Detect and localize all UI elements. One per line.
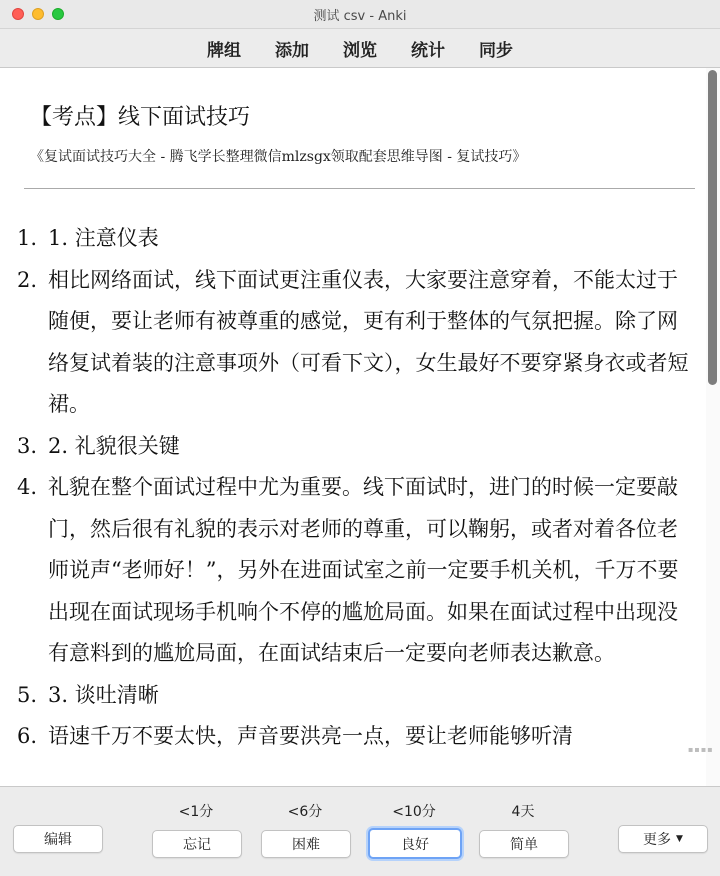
divider bbox=[24, 188, 695, 189]
easy-button[interactable] bbox=[479, 830, 569, 858]
list-item-text: 1. 注意仪表 bbox=[48, 226, 159, 250]
edit-button[interactable] bbox=[13, 825, 103, 853]
good-button[interactable] bbox=[368, 828, 462, 859]
sync-button[interactable]: 同步 bbox=[479, 40, 513, 61]
edit-button-label: 编辑 bbox=[44, 832, 72, 848]
zoom-window-button[interactable] bbox=[52, 8, 64, 20]
title-bar bbox=[0, 0, 720, 29]
chevron-down-icon: ▼ bbox=[676, 834, 683, 844]
again-button[interactable] bbox=[152, 830, 242, 858]
answer-bar bbox=[0, 786, 720, 876]
add-button[interactable]: 添加 bbox=[275, 40, 309, 61]
list-item bbox=[17, 260, 690, 426]
list-item-text: 2. 礼貌很关键 bbox=[48, 433, 180, 458]
good-button-label: 良好 bbox=[401, 836, 429, 853]
interval-easy: 4天 bbox=[511, 804, 535, 820]
list-item-text: 3. 谈吐清晰 bbox=[48, 682, 159, 707]
list-item-text: 相比网络面试，线下面试更注重仪表，大家要注意穿着，不能太过于随便，要让老师有被尊重的感觉，更有利于整体的气氛把握。除了网络复试着装的注意事项外（可看下文），女生最好不要穿紧身衣或者短裙。 bbox=[48, 267, 689, 416]
list-item-number: 2. bbox=[17, 267, 38, 292]
list-item-text: 语速千万不要太快，声音要洪亮一点，要让老师能够听清 bbox=[48, 724, 573, 748]
answer-list bbox=[0, 218, 690, 758]
main-toolbar bbox=[0, 29, 720, 68]
list-item-text: 礼貌在整个面试过程中尤为重要。线下面试时，进门的时候一定要敲门，然后很有礼貌的表示对老师的尊重，可以鞠躬，或者对着各位老师说声“老师好！”，另外在进面试室之前一定要手机关机，千万不要出现在面试现场手机响个不停的尴尬局面。如果在面试过程中出现没有意料到的尴尬局面，在面试结束后一定要向老师表达歉意。 bbox=[48, 475, 679, 665]
browse-button[interactable]: 浏览 bbox=[343, 40, 377, 61]
minimize-window-button[interactable] bbox=[32, 8, 44, 20]
more-button-label: 更多 bbox=[643, 832, 672, 848]
list-item-number: 4. bbox=[17, 475, 38, 499]
easy-button-label: 简单 bbox=[510, 837, 538, 853]
hard-button[interactable] bbox=[261, 830, 351, 858]
list-item bbox=[17, 716, 690, 758]
interval-again: <1分 bbox=[178, 804, 214, 820]
list-item-number: 3. bbox=[17, 433, 38, 458]
interval-good: <10分 bbox=[392, 804, 436, 820]
scrollbar-thumb[interactable] bbox=[708, 70, 717, 385]
card-source: 《复试面试技巧大全 - 腾飞学长整理微信mlzsgx领取配套思维导图 - 复试技巧》 bbox=[30, 149, 527, 165]
list-item bbox=[17, 426, 690, 468]
card-view bbox=[0, 68, 706, 786]
close-window-button[interactable] bbox=[12, 8, 24, 20]
list-item-number: 1. bbox=[17, 226, 38, 250]
drag-handle-icon[interactable]: ▪▪▪▪ bbox=[688, 745, 714, 754]
window-title: 测试 csv - Anki bbox=[313, 8, 407, 24]
list-item bbox=[17, 675, 690, 717]
interval-hard: <6分 bbox=[287, 804, 323, 820]
list-item bbox=[17, 467, 690, 675]
window-controls bbox=[12, 8, 64, 20]
list-item bbox=[17, 218, 690, 260]
list-item-number: 5. bbox=[17, 682, 38, 707]
card-title: 【考点】线下面试技巧 bbox=[30, 105, 251, 130]
hard-button-label: 困难 bbox=[292, 837, 320, 853]
stats-button[interactable]: 统计 bbox=[411, 40, 445, 61]
more-button[interactable] bbox=[618, 825, 708, 853]
decks-button[interactable]: 牌组 bbox=[207, 40, 241, 61]
again-button-label: 忘记 bbox=[183, 837, 211, 853]
list-item-number: 6. bbox=[17, 724, 38, 748]
